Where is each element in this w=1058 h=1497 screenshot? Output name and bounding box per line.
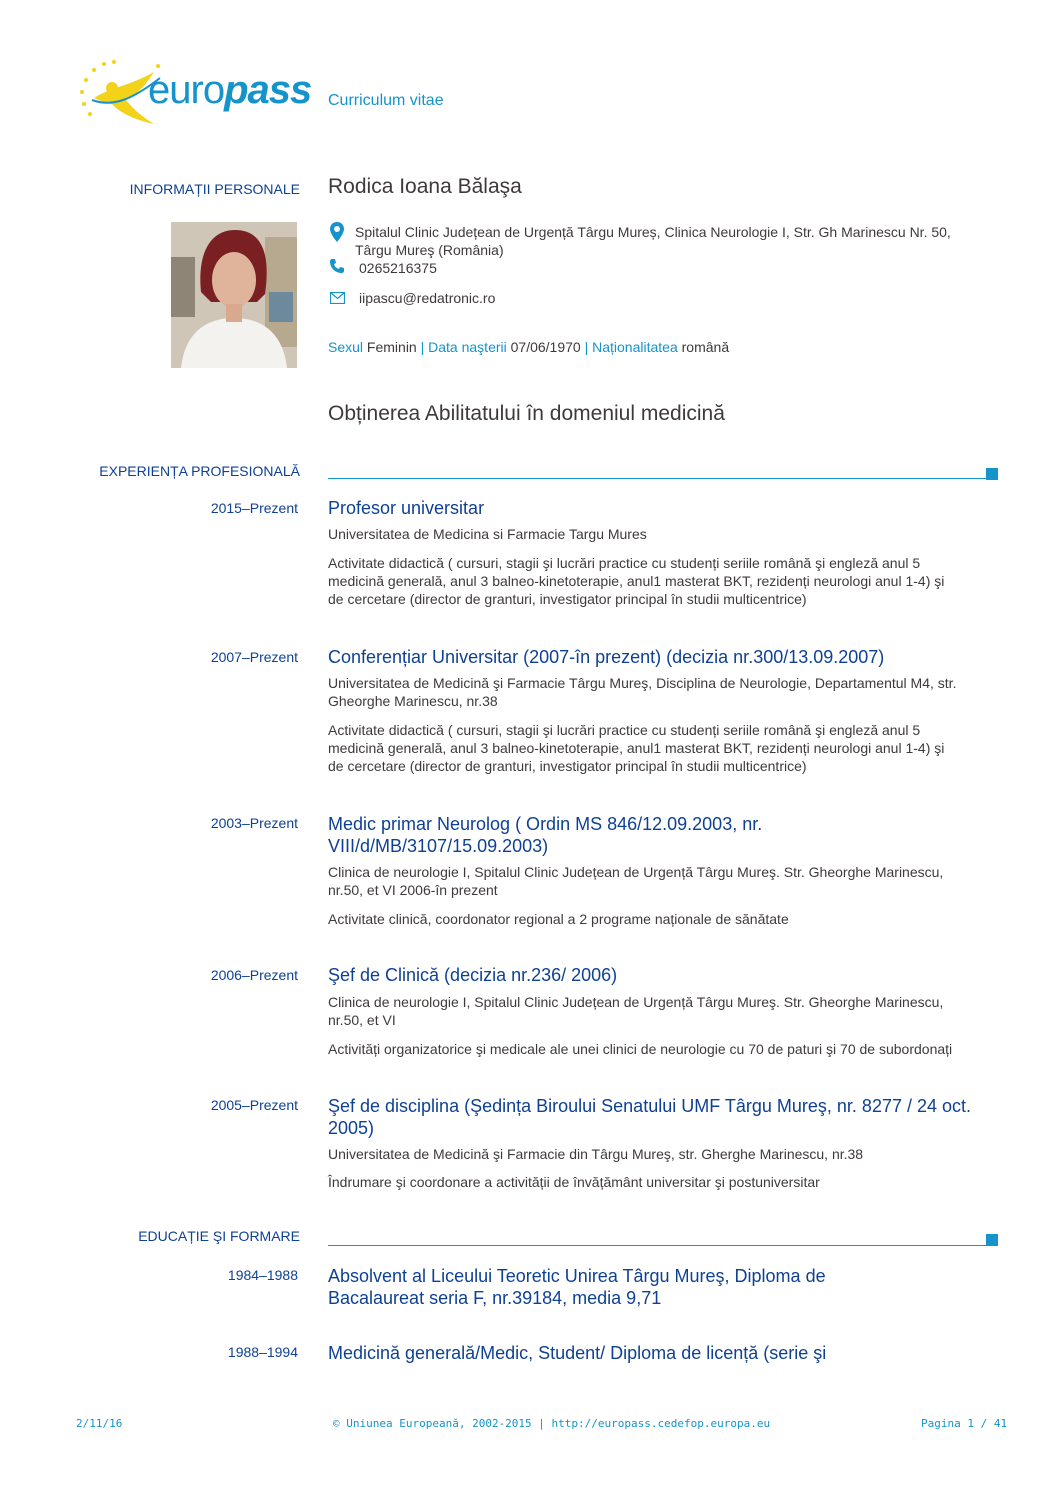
email-link[interactable]: iipascu@redatronic.ro [359,290,496,306]
desc-line: de cercetare (director de granturi, investigator principal în studii multicentrice) [328,591,807,607]
experience-date: 2005–Prezent [210,1097,298,1113]
title-line: Şef de Clinică (decizia nr.236/ 2006) [328,965,618,985]
experience-org [328,525,998,543]
section-divider-square [986,468,998,480]
europass-logo [74,58,312,130]
experience-date: 2007–Prezent [210,649,298,665]
experience-org [328,863,998,899]
experience-date: 2006–Prezent [210,967,298,983]
education-title [328,1265,988,1309]
desc-line: Îndrumare şi coordonare a activității de învățământ universitar şi postuniversitar [328,1174,820,1190]
org-line: Universitatea de Medicină şi Farmacie din Târgu Mureş, str. Gherghe Marinescu, nr.38 [328,1146,864,1162]
separator: | [420,339,425,355]
org-line: nr.50, et VI 2006-în prezent [328,882,498,898]
desc-line: medicină generală, anul 3 balneo-kinetoterapie, anul1 masterat BKT, rezidenți neurologi anul 1-4) şi [328,740,945,756]
address [355,223,951,259]
education-title [328,1342,988,1364]
experience-description [328,554,998,608]
desc-line: Activitate didactică ( cursuri, stagii şi lucrări practice cu studenți seriile română şi engleză anul 5 [328,555,921,571]
personal-info-label: INFORMAȚII PERSONALE [129,181,300,197]
title-line: Şef de disciplina (Şedința Biroului Senatului UMF Târgu Mureş, nr. 8277 / 24 oct. [328,1096,972,1116]
phone-icon [329,258,345,274]
title-line: Absolvent al Liceului Teoretic Unirea Târgu Mureş, Diploma de [328,1266,826,1286]
title-line: Medic primar Neurolog ( Ordin MS 846/12.09.2003, nr. [328,814,763,834]
education-date: 1988–1994 [227,1344,298,1360]
experience-description [328,721,998,775]
email-icon [330,292,345,304]
org-line: Clinica de neurologie I, Spitalul Clinic Județean de Urgență Târgu Mureş. Str. Gheorghe Marinescu, [328,864,944,880]
experience-date: 2015–Prezent [210,500,298,516]
title-line: 2005) [328,1118,375,1138]
personal-details-line [328,339,729,355]
org-line: Universitatea de Medicina si Farmacie Targu Mures [328,526,647,542]
logo-text-euro: euro [148,68,225,112]
org-line: nr.50, et VI [328,1012,396,1028]
nationality-label: Naționalitatea [592,339,678,355]
objective-title: Obținerea Abilitatului în domeniul medicină [328,402,725,425]
birth-label: Data naşterii [428,339,507,355]
section-divider [328,478,986,479]
experience-title [328,1095,988,1139]
experience-title [328,646,988,668]
experience-org [328,993,998,1029]
education-section-label: EDUCAȚIE ŞI FORMARE [138,1228,300,1244]
sex-value: Feminin [366,339,417,355]
experience-description [328,1040,1018,1058]
experience-title [328,813,988,857]
experience-title [328,964,988,986]
desc-line: Activitate didactică ( cursuri, stagii şi lucrări practice cu studenți seriile română şi engleză anul 5 [328,722,921,738]
title-line: Conferențiar Universitar (2007-în prezent) (decizia nr.300/13.09.2007) [328,647,885,667]
desc-line: Activități organizatorice şi medicale ale unei clinici de neurologie cu 70 de paturi şi 70 de subordonați [328,1041,953,1057]
location-pin-icon [330,222,344,242]
footer-page-number: Pagina 1 / 41 [921,1417,1008,1430]
experience-org [328,674,998,710]
education-date: 1984–1988 [227,1267,298,1283]
experience-section-label: EXPERIENȚA PROFESIONALĂ [99,463,300,479]
logo-text-pass: pass [224,68,312,112]
phone-number[interactable]: 0265216375 [359,260,437,276]
experience-description [328,1173,998,1191]
sex-label: Sexul [328,339,364,355]
org-line: Universitatea de Medicină şi Farmacie Târgu Mureş, Disciplina de Neurologie, Departamentul M4, str. [328,675,957,691]
title-line: Medicină generală/Medic, Student/ Diploma de licență (serie şi [328,1343,827,1363]
org-line: Gheorghe Marinescu, nr.38 [328,693,498,709]
person-name: Rodica Ioana Bălaşa [328,175,522,198]
footer-copyright[interactable]: © Uniunea Europeană, 2002-2015 | http://europass.cedefop.europa.eu [333,1417,771,1430]
desc-line: Activitate clinică, coordonator regional a 2 programe naționale de sănătate [328,911,789,927]
nationality-value: română [681,339,730,355]
experience-description [328,910,998,928]
separator: | [584,339,589,355]
address-line-1: Spitalul Clinic Județean de Urgență Târgu Mureș, Clinica Neurologie I, Str. Gh Marinescu Nr. 50, [355,224,951,240]
birth-value: 07/06/1970 [510,339,581,355]
org-line: Clinica de neurologie I, Spitalul Clinic Județean de Urgență Târgu Mureş. Str. Gheorghe Marinescu, [328,994,944,1010]
title-line: VIII/d/MB/3107/15.09.2003) [328,836,549,856]
profile-photo [171,222,297,368]
desc-line: de cercetare (director de granturi, investigator principal în studii multicentrice) [328,758,807,774]
experience-date: 2003–Prezent [210,815,298,831]
section-divider [328,1245,986,1246]
section-divider-square [986,1234,998,1246]
address-line-2: Târgu Mureş (România) [355,242,504,258]
experience-org [328,1145,998,1163]
document-title: Curriculum vitae [328,92,444,109]
title-line: Bacalaureat seria F, nr.39184, media 9,71 [328,1288,662,1308]
title-line: Profesor universitar [328,498,485,518]
desc-line: medicină generală, anul 3 balneo-kinetoterapie, anul1 masterat BKT, rezidenți neurologi anul 1-4) şi [328,573,945,589]
experience-title [328,497,988,519]
footer-date: 2/11/16 [76,1417,123,1430]
